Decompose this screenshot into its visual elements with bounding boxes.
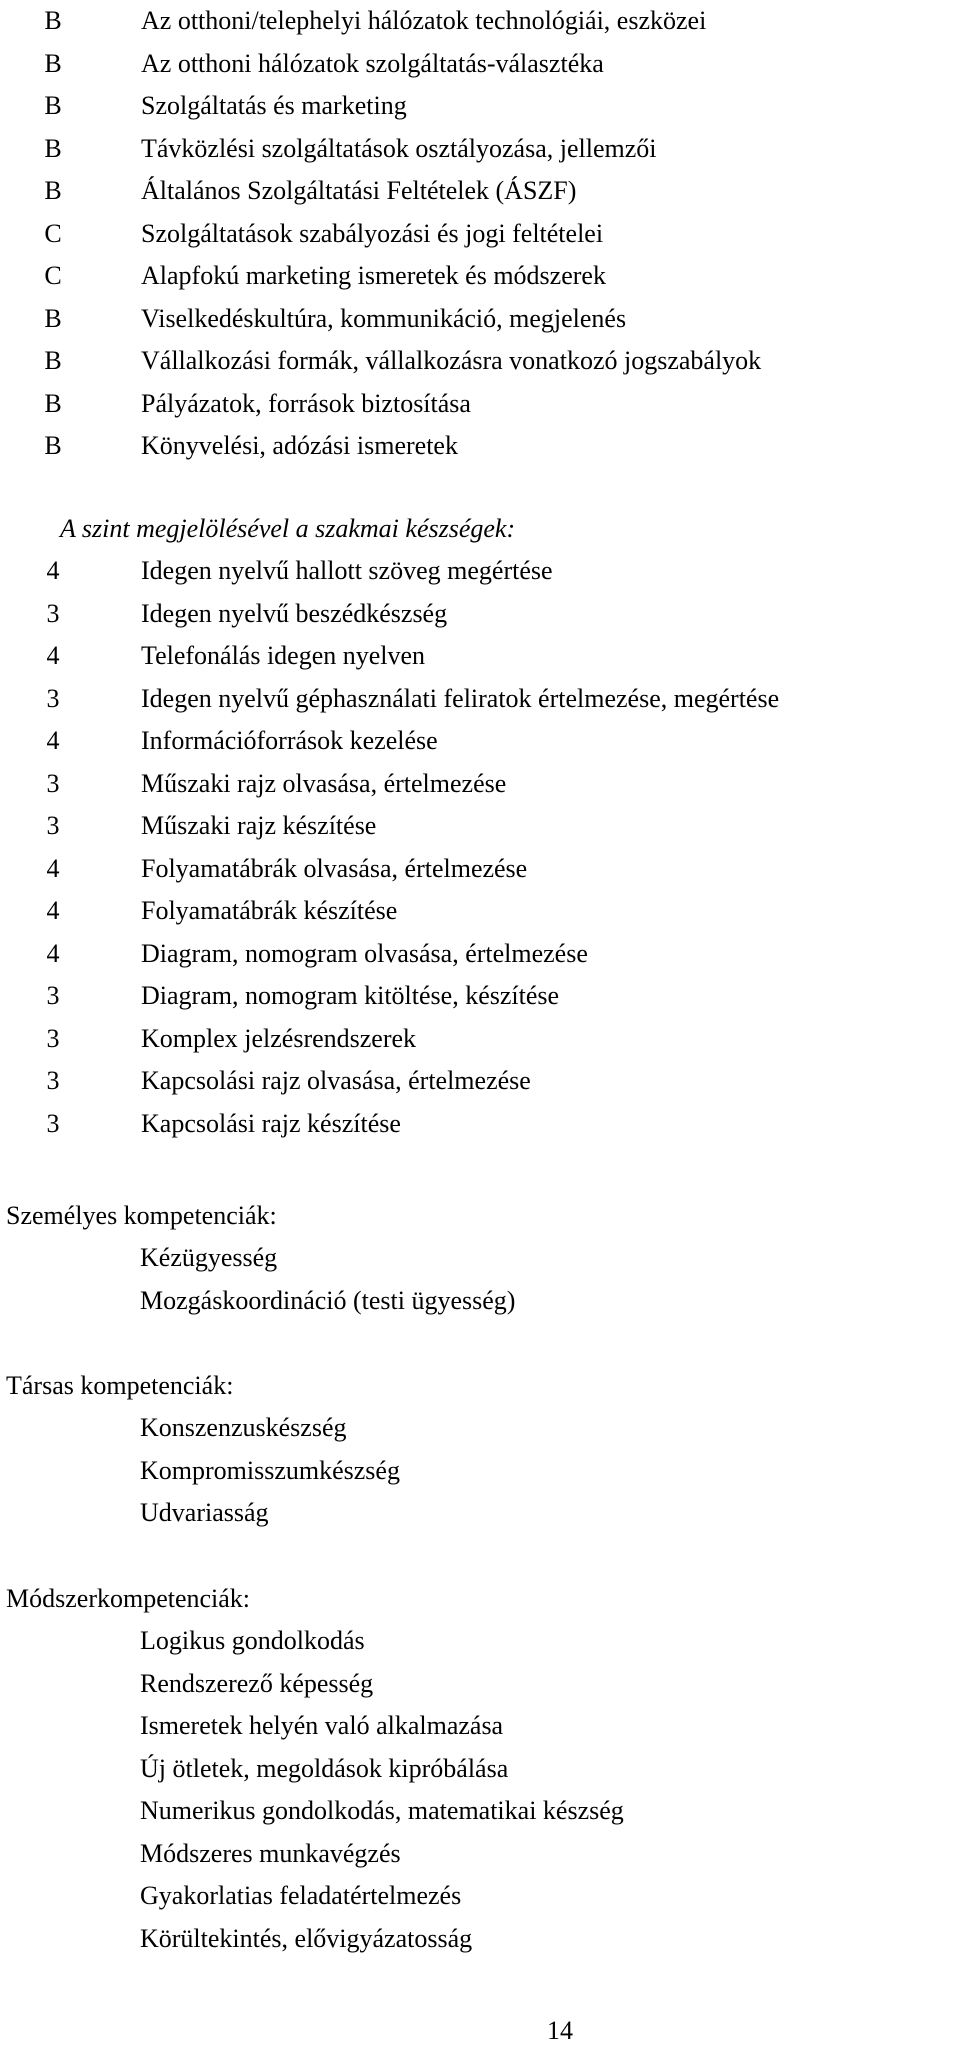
list-item (0, 1018, 960, 1061)
list-item (0, 213, 960, 256)
item-text: Az otthoni hálózatok szolgáltatás-választéka (141, 48, 604, 78)
item-text: Műszaki rajz olvasása, értelmezése (141, 768, 507, 798)
item-text: Alapfokú marketing ismeretek és módszerek (141, 261, 606, 290)
list-item (0, 763, 960, 806)
item-text: Diagram, nomogram olvasása, értelmezése (141, 938, 588, 968)
list-item (0, 298, 960, 341)
item-text: Távközlési szolgáltatások osztályozása, jellemzői (141, 133, 657, 163)
item-text: Diagram, nomogram kitöltése, készítése (141, 981, 560, 1010)
item-text: Idegen nyelvű géphasználati feliratok értelmezése, megértése (141, 683, 780, 713)
item-text: Vállalkozási formák, vállalkozásra vonatkozó jogszabályok (141, 346, 762, 375)
level-number: 4 (46, 896, 60, 925)
list-item: Udvariasság (140, 1498, 269, 1527)
list-item (0, 975, 960, 1018)
item-text: Telefonálás idegen nyelven (141, 641, 426, 670)
list-item (0, 805, 960, 848)
item-text: Szolgáltatások szabályozási és jogi feltételei (141, 218, 604, 248)
list-item (0, 890, 960, 933)
item-text: Szolgáltatás és marketing (141, 91, 407, 120)
list-item (0, 0, 960, 43)
list-item (0, 383, 960, 426)
list-item (0, 255, 960, 298)
level-code: B (44, 6, 62, 35)
list-item (0, 128, 960, 171)
item-text: Kapcsolási rajz olvasása, értelmezése (141, 1066, 531, 1095)
list-item (0, 720, 960, 763)
list-item (0, 848, 960, 891)
level-code: B (44, 346, 62, 375)
personal-competencies-list (140, 1237, 515, 1322)
level-code: B (44, 431, 62, 460)
method-competencies-list (140, 1620, 624, 1960)
item-text: Viselkedéskultúra, kommunikáció, megjelenés (141, 303, 627, 333)
level-number: 3 (46, 683, 60, 713)
level-code: C (44, 218, 62, 248)
level-code: B (44, 133, 62, 163)
list-item (0, 550, 960, 593)
skills-heading: A szint megjelölésével a szakmai készségek: (60, 514, 516, 543)
list-item (0, 85, 960, 128)
level-number: 3 (46, 1108, 60, 1138)
list-item (0, 635, 960, 678)
list-item (0, 1060, 960, 1103)
level-number: 4 (46, 641, 60, 670)
item-text: Információforrások kezelése (141, 726, 438, 755)
knowledge-list (0, 0, 960, 468)
list-item: Körültekintés, elővigyázatosság (140, 1923, 473, 1953)
social-competencies-list (140, 1407, 400, 1535)
level-code: B (44, 388, 62, 418)
personal-competencies-heading: Személyes kompetenciák: (6, 1201, 277, 1230)
list-item: Kézügyesség (140, 1243, 278, 1272)
list-item: Numerikus gondolkodás, matematikai készség (140, 1796, 624, 1825)
list-item: Mozgáskoordináció (testi ügyesség) (140, 1285, 516, 1315)
list-item: Gyakorlatias feladatértelmezés (140, 1881, 462, 1910)
level-number: 4 (46, 556, 60, 585)
list-item: Új ötletek, megoldások kipróbálása (140, 1753, 509, 1783)
item-text: Műszaki rajz készítése (141, 811, 377, 840)
list-item (0, 678, 960, 721)
level-code: B (44, 48, 62, 78)
level-code: B (44, 303, 62, 333)
level-number: 3 (46, 1066, 60, 1095)
level-code: B (44, 91, 62, 120)
list-item (0, 340, 960, 383)
item-text: Könyvelési, adózási ismeretek (141, 431, 458, 460)
item-text: Pályázatok, források biztosítása (141, 388, 471, 418)
level-code: C (44, 261, 62, 290)
level-code: B (44, 176, 62, 205)
level-number: 3 (46, 981, 60, 1010)
level-number: 3 (46, 811, 60, 840)
item-text: Komplex jelzésrendszerek (141, 1023, 417, 1053)
list-item (0, 933, 960, 976)
list-item (0, 593, 960, 636)
level-number: 3 (46, 1023, 60, 1053)
page-number: 14 (547, 2016, 573, 2045)
list-item: Kompromisszumkészség (140, 1455, 400, 1485)
item-text: Folyamatábrák készítése (141, 896, 398, 925)
method-competencies-heading: Módszerkompetenciák: (6, 1584, 251, 1613)
skills-list (0, 550, 960, 1145)
level-number: 4 (46, 853, 60, 883)
social-competencies-heading: Társas kompetenciák: (6, 1371, 234, 1400)
item-text: Folyamatábrák olvasása, értelmezése (141, 853, 528, 883)
list-item: Logikus gondolkodás (140, 1626, 365, 1655)
item-text: Az otthoni/telephelyi hálózatok technológiái, eszközei (141, 6, 707, 35)
item-text: Idegen nyelvű hallott szöveg megértése (141, 556, 553, 585)
item-text: Kapcsolási rajz készítése (141, 1108, 401, 1138)
list-item (0, 1103, 960, 1146)
list-item: Ismeretek helyén való alkalmazása (140, 1711, 504, 1740)
item-text: Általános Szolgáltatási Feltételek (ÁSZF) (141, 176, 577, 205)
level-number: 4 (46, 726, 60, 755)
level-number: 3 (46, 768, 60, 798)
list-item (0, 170, 960, 213)
list-item (0, 43, 960, 86)
level-number: 3 (46, 598, 60, 628)
list-item: Rendszerező képesség (140, 1668, 374, 1698)
list-item: Konszenzuskészség (140, 1413, 347, 1442)
list-item (0, 425, 960, 468)
list-item: Módszeres munkavégzés (140, 1838, 401, 1868)
item-text: Idegen nyelvű beszédkészség (141, 598, 448, 628)
level-number: 4 (46, 938, 60, 968)
